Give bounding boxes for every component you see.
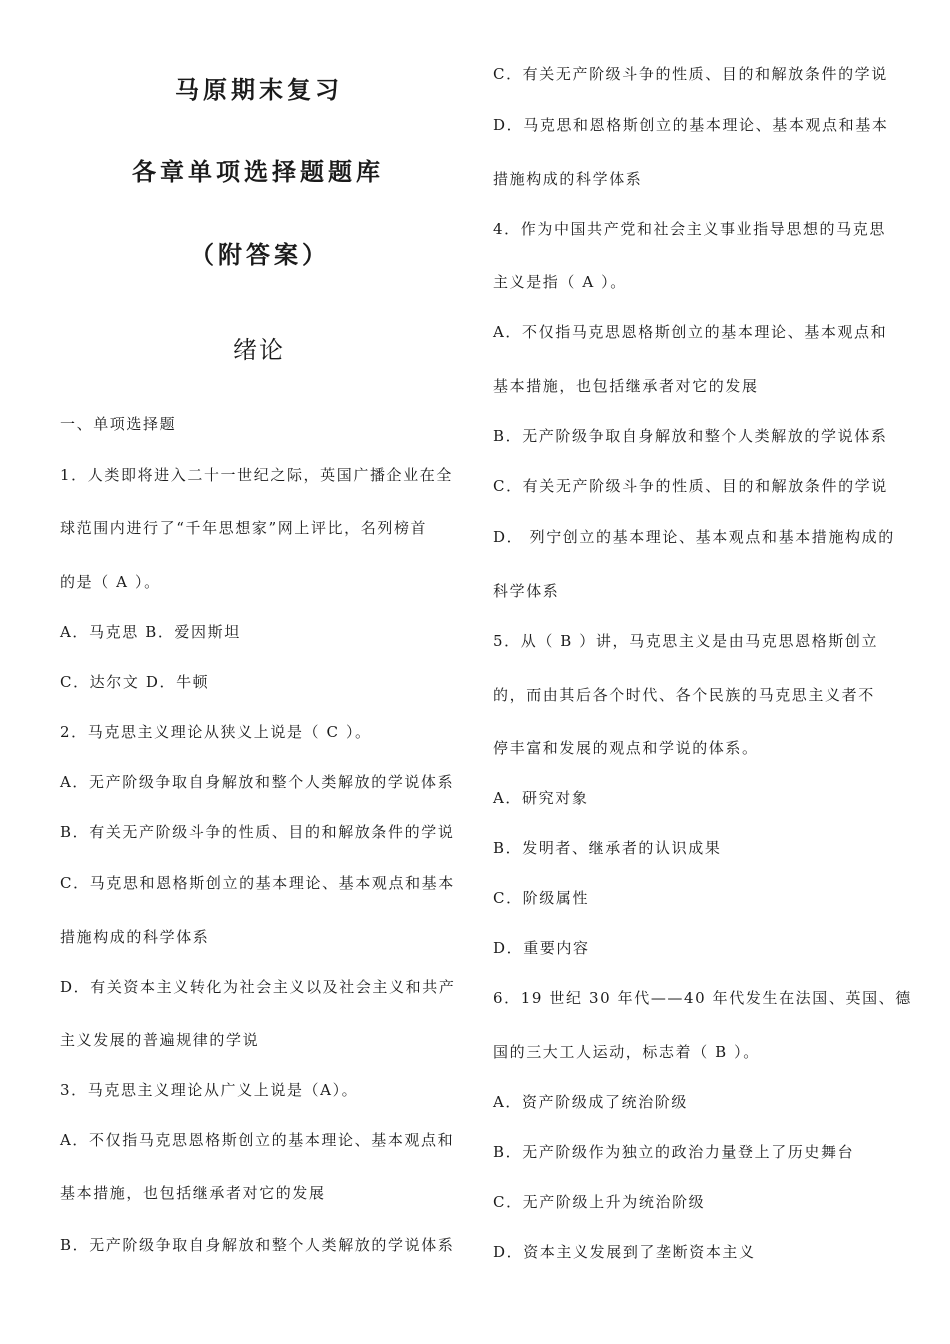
option-line: A．不仅指马克思恩格斯创立的基本理论、基本观点和 bbox=[60, 1131, 455, 1149]
question-line: 3．马克思主义理论从广义上说是（A）。 bbox=[60, 1081, 359, 1099]
option-line: C．达尔文 D．牛顿 bbox=[60, 673, 210, 691]
option-line: 主义发展的普遍规律的学说 bbox=[60, 1031, 260, 1049]
option-line: D．重要内容 bbox=[493, 939, 590, 957]
option-line: 措施构成的科学体系 bbox=[493, 170, 643, 188]
section-heading: 一、单项选择题 bbox=[60, 415, 177, 433]
question-line: 5．从（ B ）讲，马克思主义是由马克思恩格斯创立 bbox=[493, 632, 879, 650]
question-line: 6．19 世纪 30 年代——40 年代发生在法国、英国、德 bbox=[493, 989, 912, 1007]
option-line: B．无产阶级作为独立的政治力量登上了历史舞台 bbox=[493, 1143, 855, 1161]
question-line: 2．马克思主义理论从狭义上说是（ C ）。 bbox=[60, 723, 372, 741]
option-line: 基本措施，也包括继承者对它的发展 bbox=[493, 377, 759, 395]
option-line: C．有关无产阶级斗争的性质、目的和解放条件的学说 bbox=[493, 477, 888, 495]
option-line: 措施构成的科学体系 bbox=[60, 928, 210, 946]
answer-note: （附答案） bbox=[190, 240, 330, 269]
question-line: 的，而由其后各个时代、各个民族的马克思主义者不 bbox=[493, 686, 875, 704]
question-line: 的是（ A ）。 bbox=[60, 573, 161, 591]
option-line: D．有关资本主义转化为社会主义以及社会主义和共产 bbox=[60, 978, 456, 996]
question-line: 停丰富和发展的观点和学说的体系。 bbox=[493, 739, 759, 757]
chapter-heading: 绪论 bbox=[233, 336, 285, 364]
option-line: C．马克思和恩格斯创立的基本理论、基本观点和基本 bbox=[60, 874, 455, 892]
question-line: 1．人类即将进入二十一世纪之际，英国广播企业在全 bbox=[60, 466, 453, 484]
option-line: 科学体系 bbox=[493, 582, 560, 600]
option-line: B．无产阶级争取自身解放和整个人类解放的学说体系 bbox=[493, 427, 888, 445]
option-line: A．无产阶级争取自身解放和整个人类解放的学说体系 bbox=[60, 773, 455, 791]
option-line: D．马克思和恩格斯创立的基本理论、基本观点和基本 bbox=[493, 116, 889, 134]
question-line: 主义是指（ A ）。 bbox=[493, 273, 627, 291]
question-line: 国的三大工人运动，标志着（ B ）。 bbox=[493, 1043, 760, 1061]
option-line: A．马克思 B．爱因斯坦 bbox=[60, 623, 241, 641]
question-line: 4．作为中国共产党和社会主义事业指导思想的马克思 bbox=[493, 220, 886, 238]
option-line: A．资产阶级成了统治阶级 bbox=[493, 1093, 689, 1111]
option-line: A．研究对象 bbox=[493, 789, 589, 807]
option-line: B．有关无产阶级斗争的性质、目的和解放条件的学说 bbox=[60, 823, 455, 841]
option-line: C．无产阶级上升为统治阶级 bbox=[493, 1193, 706, 1211]
option-line: C．有关无产阶级斗争的性质、目的和解放条件的学说 bbox=[493, 65, 888, 83]
option-line: C．阶级属性 bbox=[493, 889, 590, 907]
option-line: A．不仅指马克思恩格斯创立的基本理论、基本观点和 bbox=[493, 323, 888, 341]
option-line: D．资本主义发展到了垄断资本主义 bbox=[493, 1243, 756, 1261]
option-line: D． 列宁创立的基本理论、基本观点和基本措施构成的 bbox=[493, 528, 895, 546]
option-line: B．无产阶级争取自身解放和整个人类解放的学说体系 bbox=[60, 1236, 455, 1254]
document-subtitle: 各章单项选择题题库 bbox=[132, 157, 384, 186]
option-line: 基本措施，也包括继承者对它的发展 bbox=[60, 1184, 326, 1202]
option-line: B．发明者、继承者的认识成果 bbox=[493, 839, 722, 857]
question-line: 球范围内进行了“千年思想家”网上评比，名列榜首 bbox=[60, 519, 428, 537]
document-title: 马原期末复习 bbox=[175, 75, 343, 104]
